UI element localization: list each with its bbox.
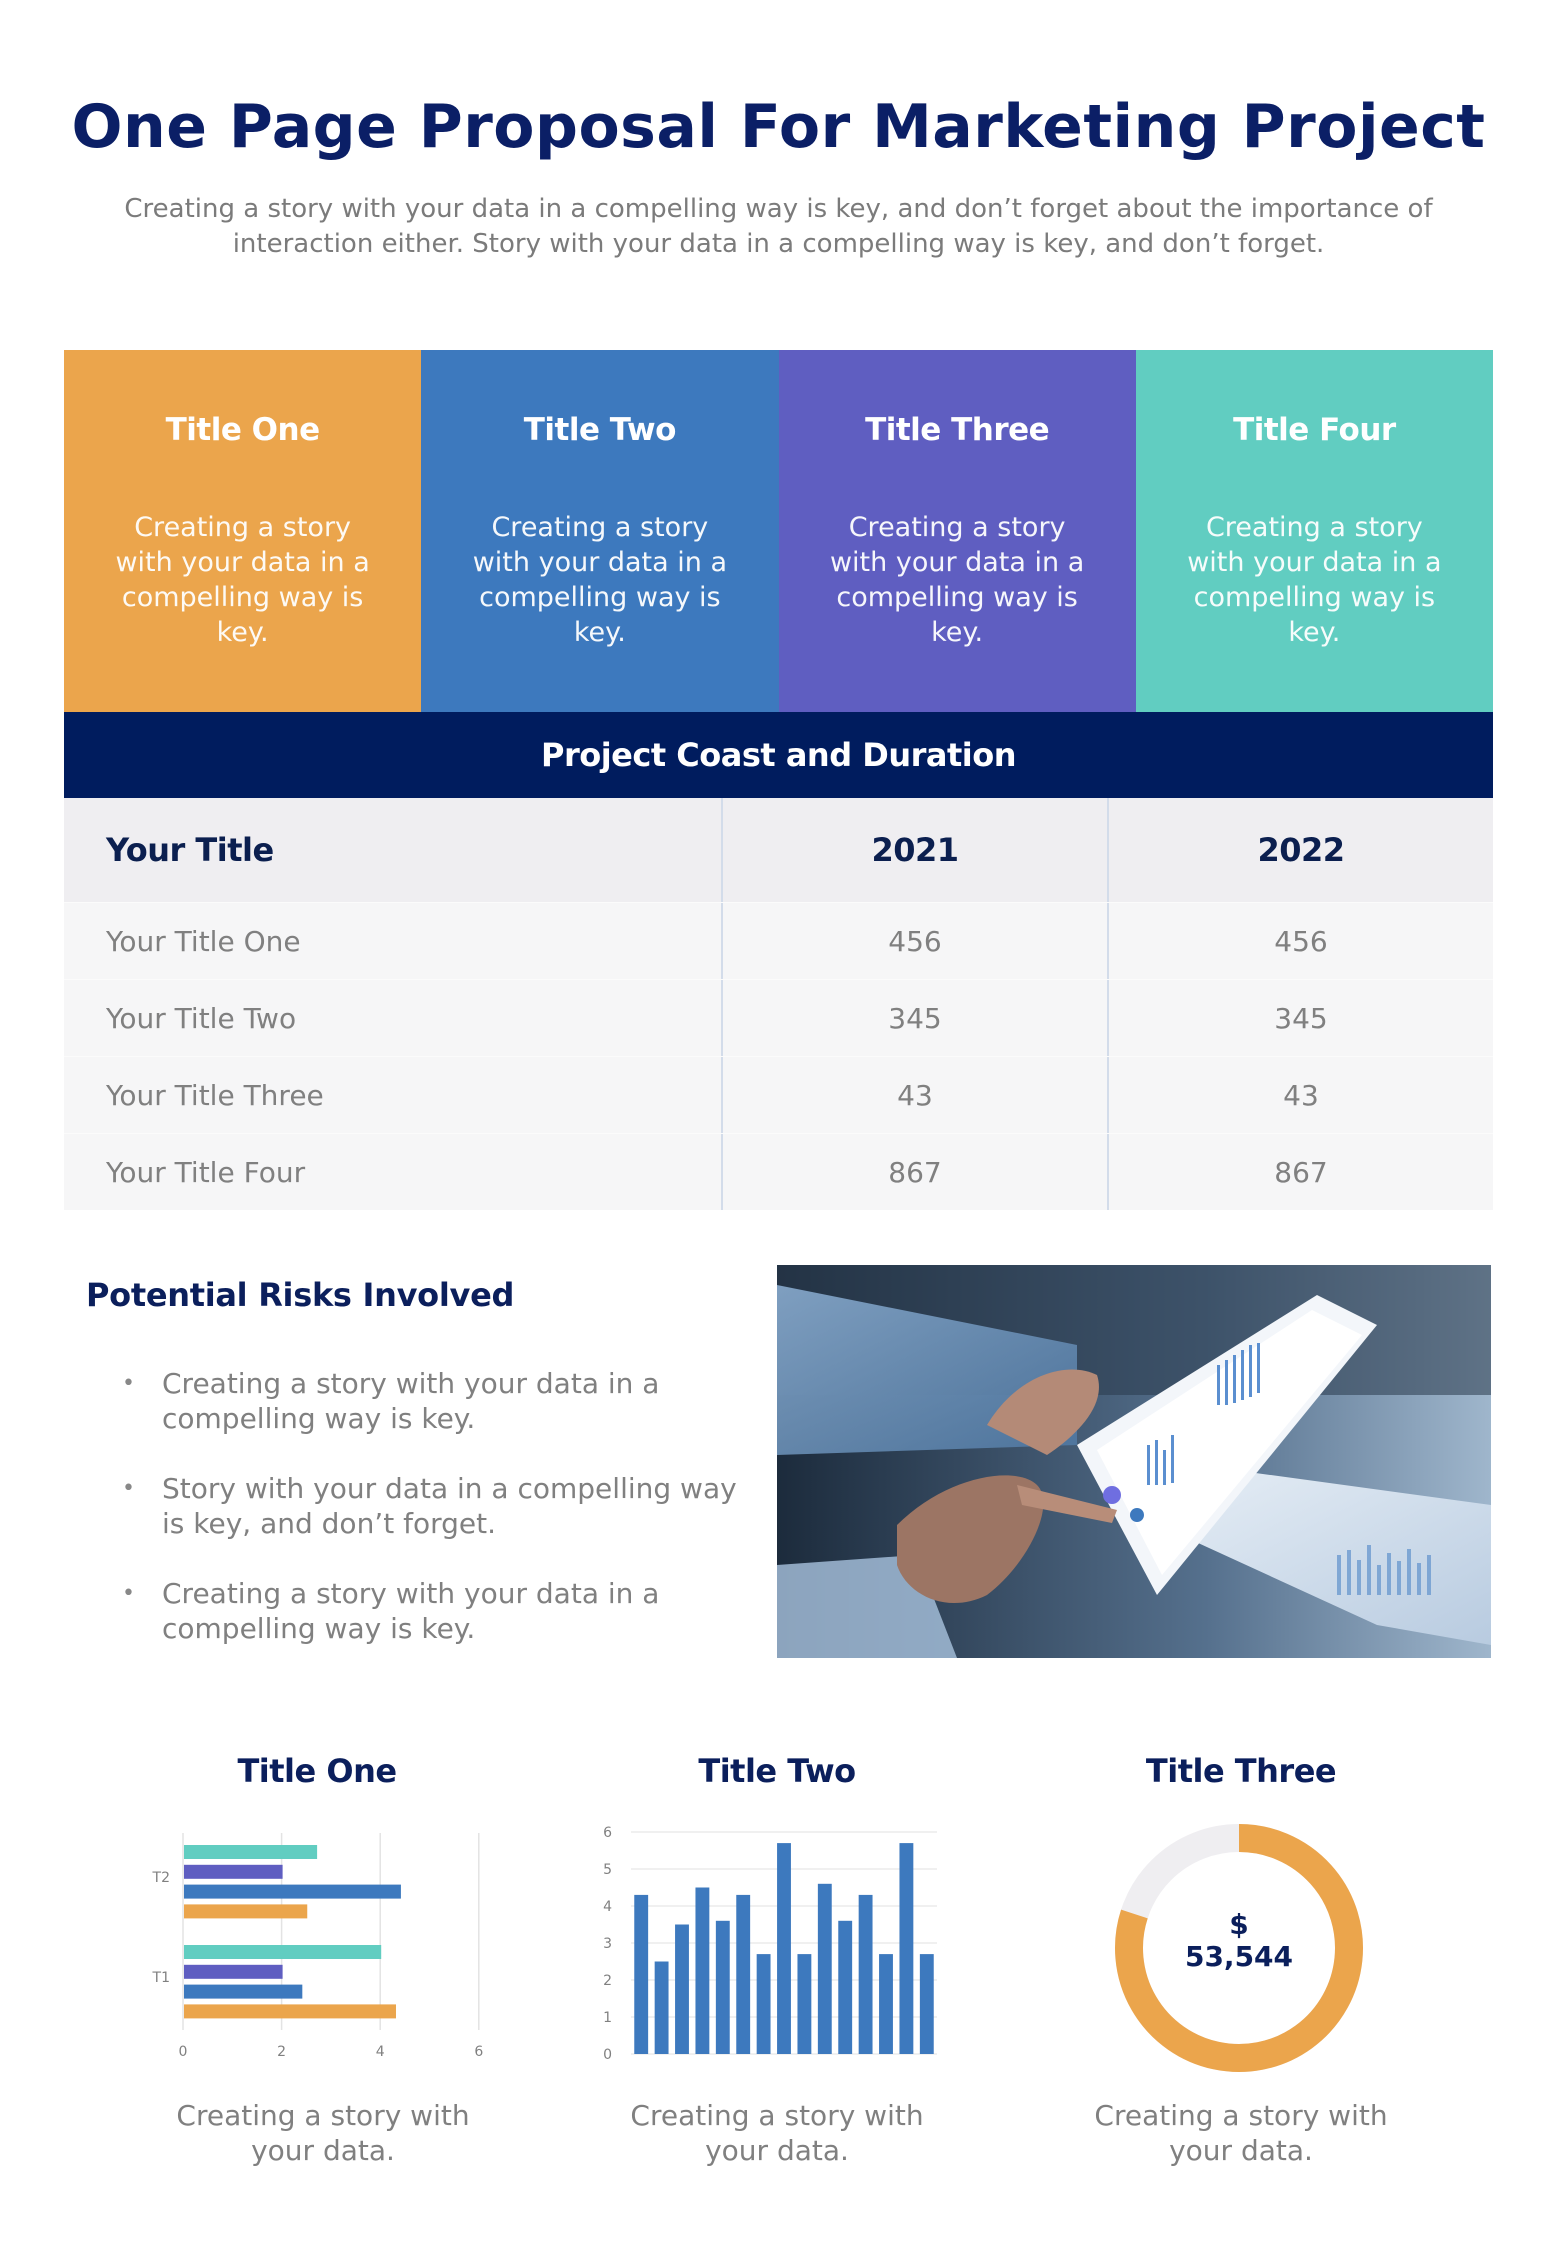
cell-value: 456 [1107, 903, 1493, 979]
card-text: Creating a story with your data in a compelling way is key. [472, 512, 728, 648]
bar [736, 1895, 750, 2054]
y-tick-label: T2 [152, 1870, 170, 1886]
bar [818, 1884, 832, 2054]
bullet-icon: • [122, 1581, 135, 1606]
bar [716, 1921, 730, 2054]
y-tick-label: 0 [603, 2047, 612, 2063]
vertical-bar-chart [590, 1800, 960, 2080]
risks-list [118, 1366, 758, 1681]
feature-cards [64, 350, 1493, 712]
row-label: Your Title One [106, 924, 301, 958]
x-tick-label: 2 [277, 2044, 287, 2060]
cell-value: 867 [721, 1134, 1107, 1210]
bullet-icon: • [122, 1371, 135, 1396]
row-label: Your Title Two [106, 1001, 297, 1035]
column-header: 2021 [721, 798, 1107, 902]
x-tick-label: 4 [375, 2044, 385, 2060]
cell-value: 43 [1107, 1057, 1493, 1133]
page-title: One Page Proposal For Marketing Project [71, 92, 1486, 162]
cell-value: 43 [721, 1057, 1107, 1133]
chart-caption-two: Creating a story with your data. [630, 2099, 924, 2167]
risk-text: Creating a story with your data in a compelling way is key. [162, 1367, 660, 1435]
card-title: Title Three [865, 412, 1050, 448]
bar [920, 1954, 934, 2054]
cost-table [64, 798, 1493, 1210]
chart-caption-one: Creating a story with your data. [176, 2099, 470, 2167]
card-title-one [64, 350, 421, 712]
cell-value: 345 [721, 980, 1107, 1056]
column-header: 2022 [1107, 798, 1493, 902]
bar [757, 1954, 771, 2054]
bar [675, 1925, 689, 2055]
chart-title-three: Title Three [1145, 1752, 1337, 1790]
bar [899, 1843, 913, 2054]
chart-title-one: Title One [237, 1752, 397, 1790]
bar [838, 1921, 852, 2054]
donut-value: 53,544 [1184, 1940, 1294, 1973]
bar [184, 1885, 401, 1899]
risk-text: Story with your data in a compelling way is key, and don’t forget. [162, 1472, 737, 1540]
card-title: Title Two [523, 412, 676, 448]
bar [184, 1965, 283, 1979]
y-tick-label: 1 [603, 2010, 612, 2026]
business-photo [777, 1265, 1491, 1658]
y-tick-label: 4 [603, 1899, 612, 1915]
bar [184, 1904, 307, 1918]
bar [184, 1945, 381, 1959]
chart-title-two: Title Two [698, 1752, 856, 1790]
risks-title: Potential Risks Involved [86, 1276, 515, 1314]
x-tick-label: 0 [178, 2044, 188, 2060]
chart-caption-three: Creating a story with your data. [1094, 2099, 1388, 2167]
cell-value: 867 [1107, 1134, 1493, 1210]
row-label: Your Title Four [106, 1155, 306, 1189]
y-tick-label: 5 [603, 1862, 612, 1878]
table-row [64, 1133, 1493, 1210]
card-text: Creating a story with your data in a compelling way is key. [115, 512, 370, 648]
risk-text: Creating a story with your data in a compelling way is key. [162, 1577, 660, 1645]
horizontal-bar-chart [140, 1820, 500, 2080]
card-text: Creating a story with your data in a compelling way is key. [829, 512, 1085, 648]
list-item [118, 1366, 758, 1436]
list-item [118, 1471, 758, 1541]
cell-value: 456 [721, 903, 1107, 979]
table-row [64, 979, 1493, 1056]
column-header: Your Title [106, 831, 274, 869]
table-header-row [64, 798, 1493, 902]
card-title: Title Four [1233, 412, 1396, 448]
row-label: Your Title Three [106, 1078, 324, 1112]
photo-illustration [777, 1265, 1491, 1658]
y-tick-label: 6 [603, 1825, 612, 1841]
bar [634, 1895, 648, 2054]
bar [777, 1843, 791, 2054]
x-tick-label: 6 [474, 2044, 484, 2060]
bullet-icon: • [122, 1476, 135, 1501]
cost-table-title: Project Coast and Duration [64, 712, 1493, 798]
bar [859, 1895, 873, 2054]
card-title-three [779, 350, 1136, 712]
bar [879, 1954, 893, 2054]
y-tick-label: 3 [603, 1936, 612, 1952]
y-tick-label: T1 [152, 1970, 170, 1986]
card-text: Creating a story with your data in a compelling way is key. [1187, 512, 1442, 648]
y-tick-label: 2 [603, 1973, 612, 1989]
bar [655, 1962, 669, 2055]
cell-value: 345 [1107, 980, 1493, 1056]
bar [184, 1845, 317, 1859]
card-title-four [1136, 350, 1493, 712]
bar [184, 1865, 283, 1879]
card-title-two [421, 350, 778, 712]
donut-center-label [1139, 1910, 1339, 1974]
page-subtitle: Creating a story with your data in a compelling way is key, and don’t forget about the importance of interaction either. Story with your data in a compelling way is key, and don’t forget. [124, 194, 1433, 259]
table-row [64, 1056, 1493, 1133]
bar [184, 2004, 396, 2018]
bar [797, 1954, 811, 2054]
list-item [118, 1576, 758, 1646]
card-title: Title One [165, 412, 320, 448]
currency-symbol: $ [1229, 1908, 1249, 1941]
bar [695, 1888, 709, 2055]
bar [184, 1985, 302, 1999]
table-row [64, 902, 1493, 979]
